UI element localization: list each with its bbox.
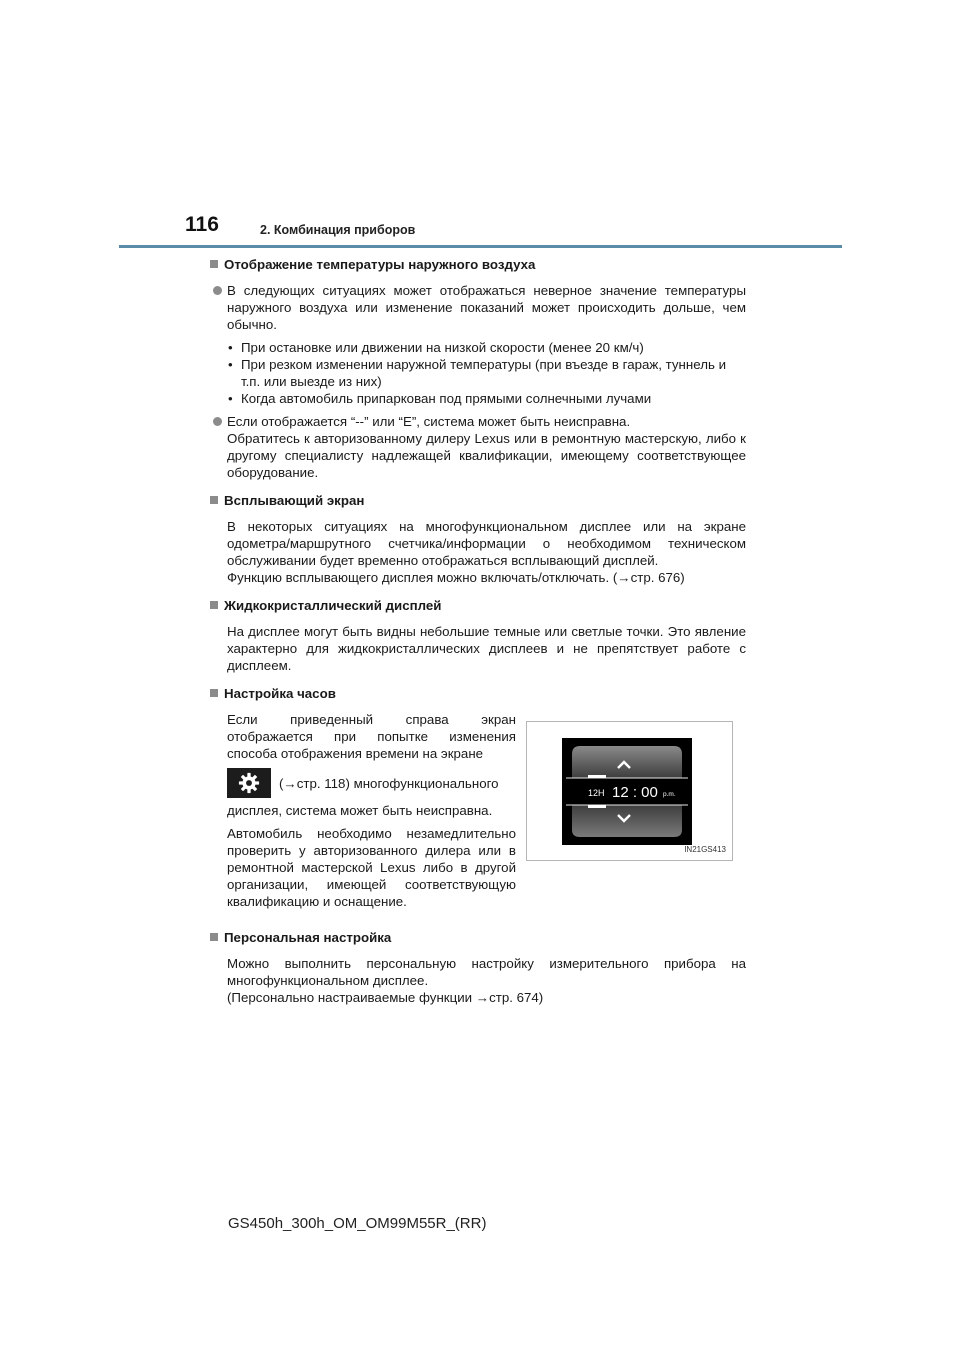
note-item: В следующих ситуациях может отображаться неверное значение температуры наружного воздуха или изменение показаний может происходить дольше, чем обычно. <box>210 282 746 333</box>
popup-text: В некоторых ситуациях на многофункциональном дисплее или на экране одометра/маршрутного счетчика/информации о необходимом техническом обслуживании будет временно отображаться всплывающий дисплей. Функцию всплывающего дисплея можно включать/отключать. (→стр. 676) <box>227 519 746 585</box>
square-bullet-icon <box>210 933 218 941</box>
svg-text:12 : 00: 12 : 00 <box>612 784 658 801</box>
svg-text:12H: 12H <box>588 788 605 798</box>
gear-row <box>227 768 516 798</box>
section-title-lcd: Жидкокристаллический дисплей <box>210 597 746 614</box>
square-bullet-icon <box>210 260 218 268</box>
gear-icon <box>227 768 271 798</box>
gear-ref-text: (→стр. 118) многофункционального <box>279 775 499 791</box>
page-content <box>210 256 746 1017</box>
round-bullet-icon <box>213 417 222 426</box>
page-number: 116 <box>185 213 219 236</box>
section-title-outside-temp: Отображение температуры наружного воздуха <box>210 256 746 273</box>
clock-block <box>210 711 746 909</box>
list-item: • При резком изменении наружной температуры (при въезде в гараж, туннель и т.п. или выезде из них) <box>227 356 746 390</box>
clock-text: Если приведенный справа экран отображается при попытке изменения способа отображения времени на экране (→стр. 118) многофункционального дисплея, система может быть неисправна. Автомобиль необходимо незамедлительно проверить у авторизованного дилера или в ремонтной мастерской Lexus либо в другой организации, имеющей соответствующую квалификацию и оснащение. <box>227 712 516 909</box>
list-item: • При остановке или движении на низкой скорости (менее 20 км/ч) <box>227 339 746 356</box>
square-bullet-icon <box>210 496 218 504</box>
chapter-title: 2. Комбинация приборов <box>260 223 416 237</box>
personal-text: Можно выполнить персональную настройку измерительного прибора на многофункциональном дисплее. (Персонально настраиваемые функции →стр. 674) <box>227 956 746 1005</box>
section-title-clock: Настройка часов <box>210 685 746 702</box>
square-bullet-icon <box>210 689 218 697</box>
section-title-popup: Всплывающий экран <box>210 492 746 509</box>
note-item: Если отображается “--” или “E”, система может быть неисправна. Обратитесь к авторизованному дилеру Lexus или в ремонтную мастерскую, либо к другому специалисту надлежащей квалификации, имеющему соответствующее оборудование. <box>210 413 746 481</box>
section-title-personal: Персональная настройка <box>210 929 746 946</box>
lcd-text: На дисплее могут быть видны небольшие темные или светлые точки. Это явление характерно для жидкокристаллических дисплеев и не препятствует работе с дисплеем. <box>227 624 746 673</box>
round-bullet-icon <box>213 286 222 295</box>
clock-screen <box>562 738 692 845</box>
header-rule <box>119 245 842 248</box>
clock-figure <box>526 721 733 861</box>
list-item: • Когда автомобиль припаркован под прямыми солнечными лучами <box>227 390 746 407</box>
figure-code: IN21GS413 <box>684 845 726 854</box>
document-code: GS450h_300h_OM_OM99M55R_(RR) <box>228 1215 487 1232</box>
clock-screen-graphic <box>562 738 692 845</box>
situation-list <box>227 339 746 407</box>
svg-text:p.m.: p.m. <box>663 791 676 798</box>
square-bullet-icon <box>210 601 218 609</box>
